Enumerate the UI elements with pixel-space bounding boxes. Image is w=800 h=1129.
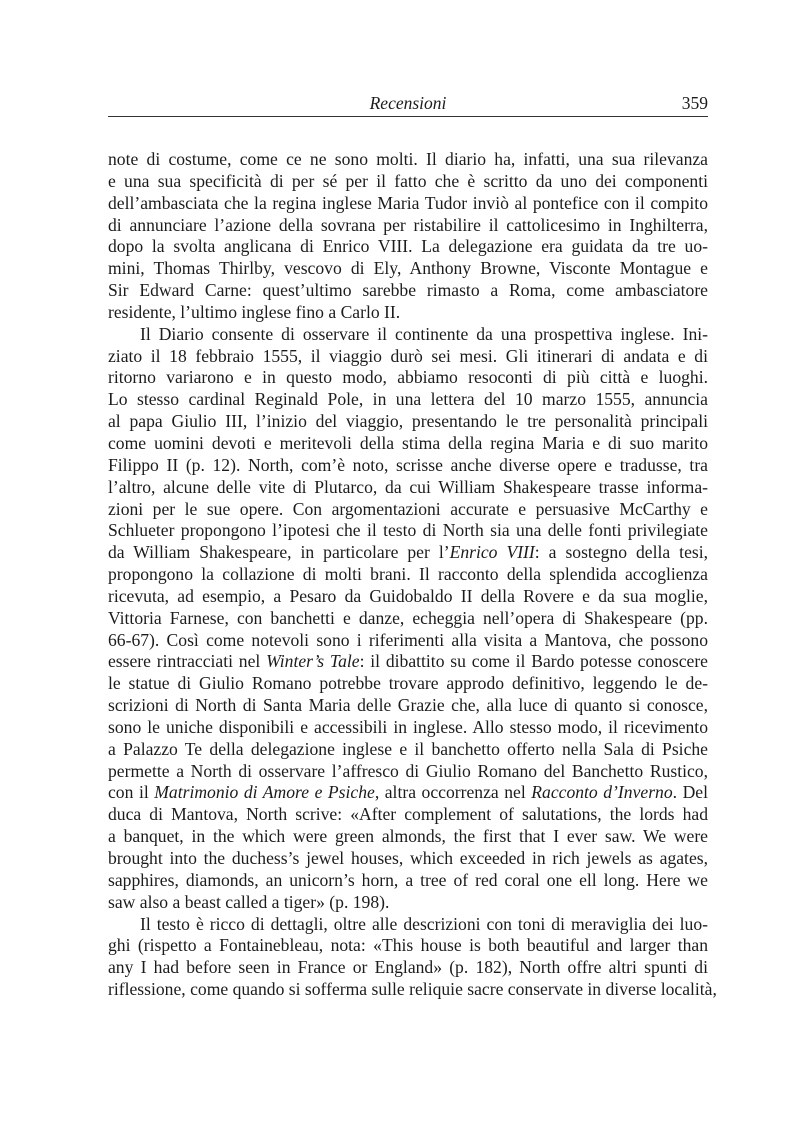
text-run: . Del	[672, 782, 708, 803]
text-line: zioni per le sue opere. Con argomentazioni accurate e persuasive McCarthy e	[108, 498, 708, 519]
paragraph	[108, 913, 717, 1001]
text-line: e una sua specificità di per sé per il fatto che è scritto da uno dei componenti	[108, 170, 708, 191]
text-line: riflessione, come quando si sofferma sulle reliquie sacre conservate in diverse località,	[108, 979, 717, 1000]
body-text	[108, 149, 717, 1001]
text-line: ziato il 18 febbraio 1555, il viaggio durò sei mesi. Gli itinerari di andata e di	[108, 345, 708, 366]
text-line: come uomini devoti e meritevoli della stima della regina Maria e di suo marito	[108, 432, 708, 453]
text-line: propongono la collazione di molti brani. Il racconto della splendida accoglienza	[108, 564, 708, 585]
page-number: 359	[681, 93, 708, 113]
text-line: Vittoria Farnese, con banchetti e danze, echeggia nell’opera di Shakespeare (pp.	[108, 607, 708, 628]
text-line: residente, l’ultimo inglese fino a Carlo II.	[108, 301, 401, 322]
text-line: mini, Thomas Thirlby, vescovo di Ely, Anthony Browne, Visconte Montague e	[108, 258, 708, 279]
text-run: , altra occorrenza nel	[374, 782, 532, 803]
text-line: permette a North di osservare l’affresco di Giulio Romano del Banchetto Rustico,	[108, 760, 708, 781]
text-line: a Palazzo Te della delegazione inglese e il banchetto offerto nella Sala di Psiche	[108, 738, 708, 759]
text-line: duca di Mantova, North scrive: «After complement of salutations, the lords had	[108, 804, 708, 825]
text-line: di annunciare l’azione della sovrana per ristabilire il cattolicesimo in Inghilterra,	[108, 214, 708, 235]
text-line	[108, 782, 708, 804]
text-line: l’altro, alcune delle vite di Plutarco, da cui William Shakespeare trasse informa-	[108, 476, 708, 497]
italic-title: Matrimonio di Amore e Psiche	[154, 782, 375, 803]
text-line: note di costume, come ce ne sono molti. Il diario ha, infatti, una sua rilevanza	[108, 149, 708, 169]
paragraph	[108, 149, 708, 324]
text-line: sono le uniche disponibili e accessibili in inglese. Allo stesso modo, il ricevimento	[108, 716, 708, 737]
text-run: essere rintracciati nel	[108, 651, 267, 672]
text-run: : a sostegno della tesi,	[534, 542, 709, 563]
text-run: da William Shakespeare, in particolare per l’	[108, 542, 450, 563]
text-line: scrizioni di North di Santa Maria delle Grazie che, alla luce di quanto si conosce,	[108, 695, 708, 716]
text-line: saw also a beast called a tiger» (p. 198).	[108, 891, 390, 912]
text-line: Il testo è ricco di dettagli, oltre alle descrizioni con toni di meraviglia dei luo-	[140, 913, 708, 934]
header-rule	[108, 116, 708, 117]
text-line: al papa Giulio III, l’inizio del viaggio, presentando le tre personalità principali	[108, 411, 708, 432]
section-title: Recensioni	[369, 93, 447, 113]
text-line: dopo la svolta anglicana di Enrico VIII. La delegazione era guidata da tre uo-	[108, 236, 708, 257]
text-line: ghi (rispetto a Fontainebleau, nota: «This house is both beautiful and larger than	[108, 935, 708, 956]
paragraph	[108, 324, 708, 914]
running-header	[108, 92, 708, 122]
text-line: ritorno variarono e in questo modo, abbiamo resoconti di più città e luoghi.	[108, 367, 708, 388]
text-line: a banquet, in the which were green almonds, the first that I ever saw. We were	[108, 826, 708, 847]
text-line: Sir Edward Carne: quest’ultimo sarebbe rimasto a Roma, come ambasciatore	[108, 280, 708, 301]
text-line: any I had before seen in France or England» (p. 182), North offre altri spunti di	[108, 957, 708, 978]
italic-title: Enrico VIII	[449, 542, 535, 563]
text-line	[108, 542, 708, 564]
text-line: Schlueter propongono l’ipotesi che il testo di North sia una delle fonti privilegiate	[108, 520, 708, 541]
text-line: Lo stesso cardinal Reginald Pole, in una lettera del 10 marzo 1555, annuncia	[108, 389, 708, 410]
text-line: le statue di Giulio Romano potrebbe trovare approdo definitivo, leggendo le de-	[108, 673, 708, 694]
italic-title: Racconto d’Inverno	[531, 782, 673, 803]
text-line: dell’ambasciata che la regina inglese Maria Tudor inviò al pontefice con il compito	[108, 192, 708, 213]
text-line: Filippo II (p. 12). North, com’è noto, scrisse anche diverse opere e tradusse, tra	[108, 454, 708, 475]
text-run: : il dibattito su come il Bardo potesse conoscere	[359, 651, 708, 672]
text-run: con il	[108, 782, 155, 803]
text-line: Il Diario consente di osservare il continente da una prospettiva inglese. Ini-	[140, 323, 708, 344]
italic-title: Winter’s Tale	[266, 651, 360, 672]
text-line: ricevuta, ad esempio, a Pesaro da Guidobaldo II della Rovere e da sua moglie,	[108, 585, 708, 606]
text-line	[108, 651, 708, 673]
text-line: 66-67). Così come notevoli sono i riferimenti alla visita a Mantova, che possono	[108, 629, 708, 650]
text-line: sapphires, diamonds, an unicorn’s horn, a tree of red coral one ell long. Here we	[108, 869, 708, 890]
text-line: brought into the duchess’s jewel houses, which exceeded in rich jewels as agates,	[108, 848, 708, 868]
